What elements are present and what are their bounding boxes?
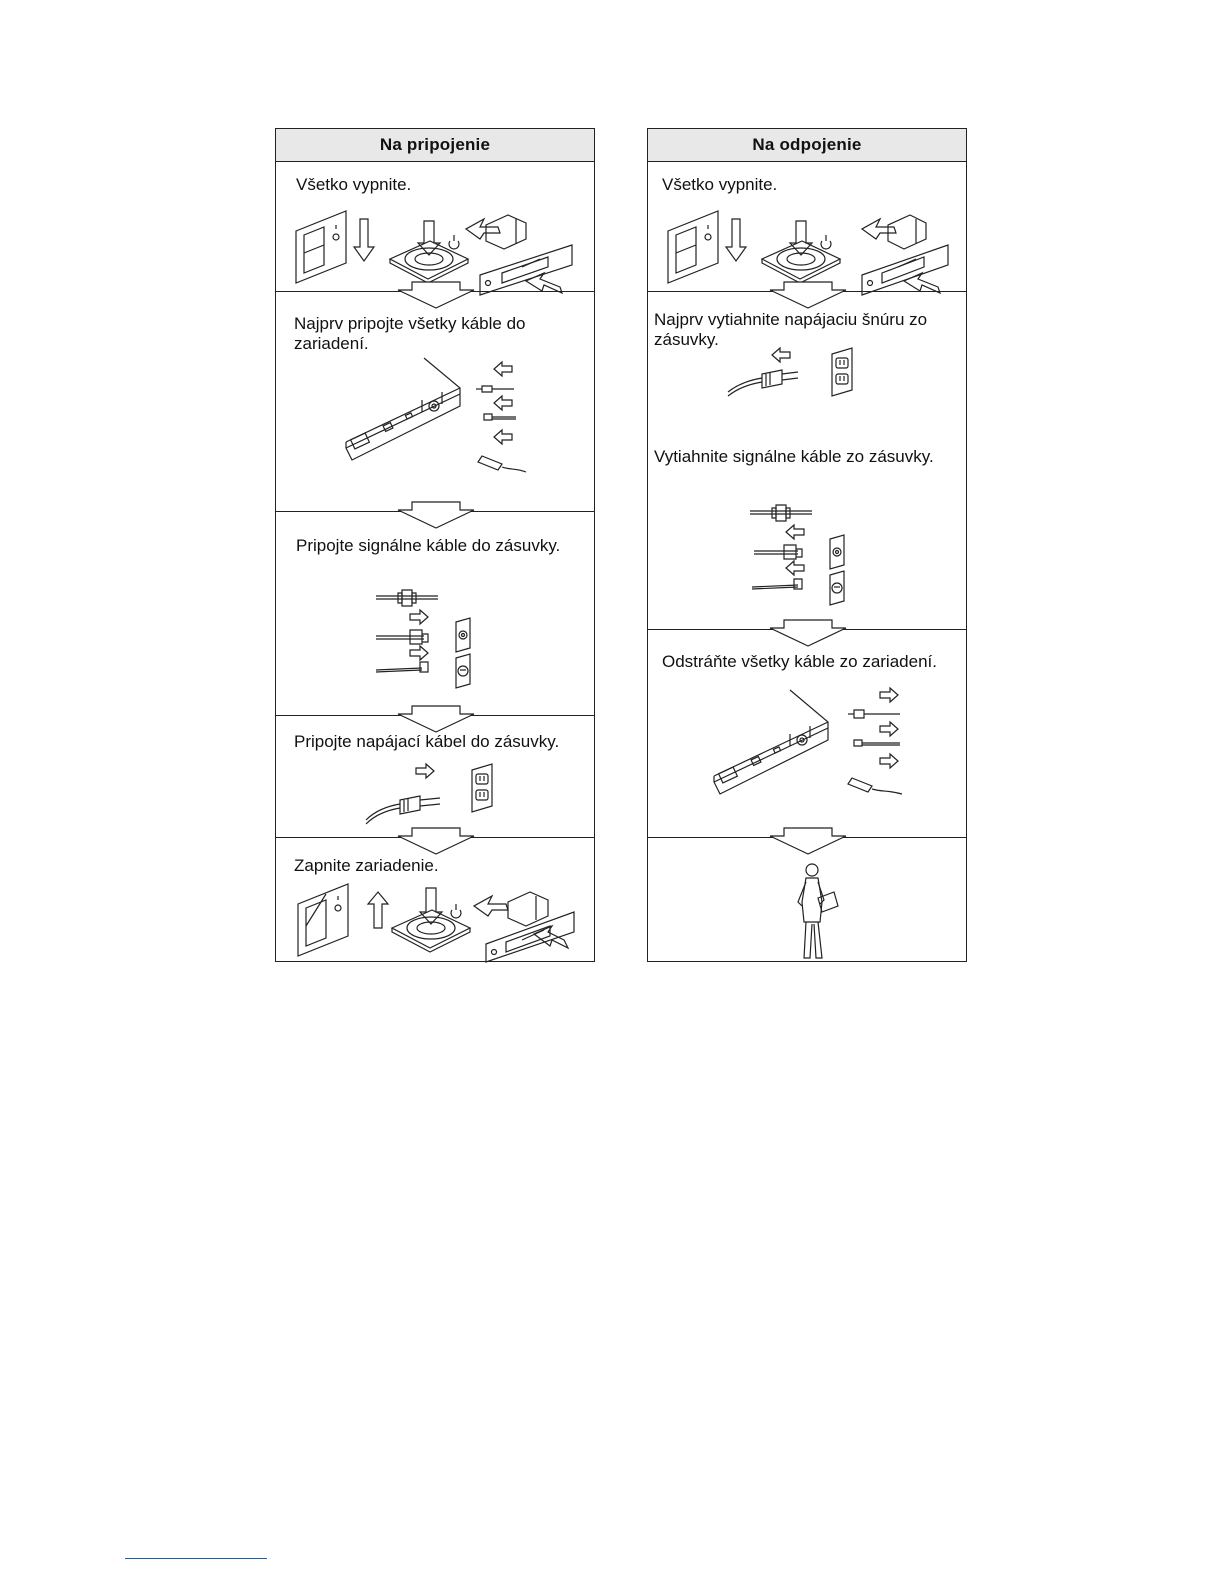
coax-plug-icon xyxy=(750,505,812,521)
disconnect-step-2-text: Najprv vytiahnite napájaciu šnúru zo zásuvky. xyxy=(654,310,928,349)
connect-step-1-text: Všetko vypnite. xyxy=(296,175,412,194)
laptop-icon xyxy=(346,358,460,460)
connect-step-3-text: Pripojte signálne káble do zásuvky. xyxy=(296,536,561,555)
unplug-signal-cables-illustration xyxy=(748,501,868,601)
disconnect-step-1-text: Všetko vypnite. xyxy=(662,175,778,194)
connect-step-4-text: Pripojte napájací kábel do zásuvky. xyxy=(294,732,560,751)
connect-step-4 xyxy=(276,715,594,838)
disconnect-step-3-text: Vytiahnite signálne káble zo zásuvky. xyxy=(654,447,934,466)
disconnect-step-2 xyxy=(648,291,966,420)
power-plug-icon xyxy=(728,370,798,396)
connect-step-2-text: Najprv pripojte všetky káble do zariadení. xyxy=(294,314,526,353)
coax-plug-icon xyxy=(376,590,438,606)
left-arrow-icon xyxy=(772,348,790,362)
connect-step-3 xyxy=(276,511,594,716)
phone-plug-icon xyxy=(484,414,516,420)
power-plug-icon xyxy=(366,796,440,824)
coax-cable-icon xyxy=(376,630,428,644)
down-arrow-icon xyxy=(726,219,746,261)
phone-cable-icon xyxy=(752,579,802,589)
disconnect-step-5 xyxy=(648,837,966,962)
wall-switch-icon xyxy=(298,884,348,956)
power-off-illustration xyxy=(290,201,580,291)
device-switch-icon xyxy=(466,215,572,295)
remove-cables-illustration xyxy=(712,688,912,808)
disconnect-step-3 xyxy=(648,419,966,629)
phone-plug-icon xyxy=(854,740,900,746)
cable-arrows-icon xyxy=(494,362,512,444)
cable-arrows-icon xyxy=(880,688,898,768)
signal-cables-illustration xyxy=(372,584,492,684)
down-arrow-icon xyxy=(354,219,374,261)
power-button-icon xyxy=(762,221,840,283)
audio-plug-icon xyxy=(476,386,514,392)
usb-plug-icon xyxy=(478,456,526,472)
audio-plug-icon xyxy=(848,710,900,718)
usb-plug-icon xyxy=(848,778,902,794)
connect-panel xyxy=(275,128,595,962)
connect-step-2 xyxy=(276,291,594,512)
power-button-icon xyxy=(392,888,470,952)
disconnect-step-4 xyxy=(648,629,966,838)
device-switch-icon xyxy=(474,892,574,962)
footer-rule xyxy=(125,1558,267,1559)
laptop-cables-illustration xyxy=(336,356,536,476)
coax-wall-socket-icon xyxy=(456,618,470,652)
disconnect-panel-header: Na odpojenie xyxy=(648,129,966,162)
up-arrow-icon xyxy=(368,892,388,928)
flow-down-arrow-icon xyxy=(396,706,476,732)
person-carrying-laptop-icon xyxy=(784,862,844,962)
power-on-illustration xyxy=(292,868,582,960)
wall-switch-icon xyxy=(668,211,718,283)
wall-switch-icon xyxy=(296,211,346,283)
right-arrow-icon xyxy=(416,764,434,778)
connect-step-5-text: Zapnite zariadenie. xyxy=(294,856,439,875)
left-arrow-icon xyxy=(786,525,804,539)
disconnect-step-4-text: Odstráňte všetky káble zo zariadení. xyxy=(662,652,937,671)
connect-panel-header: Na pripojenie xyxy=(276,129,594,162)
connect-step-5 xyxy=(276,837,594,962)
coax-wall-socket-icon xyxy=(830,535,844,569)
flow-down-arrow-icon xyxy=(396,502,476,528)
phone-cable-icon xyxy=(376,662,428,672)
unplug-power-illustration xyxy=(724,346,864,418)
disconnect-step-1 xyxy=(648,161,966,291)
connect-step-1 xyxy=(276,161,594,291)
device-switch-icon xyxy=(862,215,948,295)
flow-down-arrow-icon xyxy=(396,282,476,308)
coax-cable-icon xyxy=(754,545,802,559)
phone-wall-socket-icon xyxy=(830,571,844,605)
flow-down-arrow-icon xyxy=(768,828,848,854)
disconnect-panel xyxy=(647,128,967,962)
power-outlet-icon xyxy=(472,764,492,812)
right-arrow-icon xyxy=(410,610,428,624)
flow-down-arrow-icon xyxy=(768,620,848,646)
left-arrow-icon xyxy=(786,561,804,575)
flow-down-arrow-icon xyxy=(768,282,848,308)
laptop-icon xyxy=(714,690,828,794)
flow-down-arrow-icon xyxy=(396,828,476,854)
power-outlet-icon xyxy=(832,348,852,396)
right-arrow-icon xyxy=(410,646,428,660)
phone-wall-socket-icon xyxy=(456,654,470,688)
power-cable-illustration xyxy=(362,760,502,832)
power-off-illustration xyxy=(662,201,952,291)
power-button-icon xyxy=(390,221,468,283)
